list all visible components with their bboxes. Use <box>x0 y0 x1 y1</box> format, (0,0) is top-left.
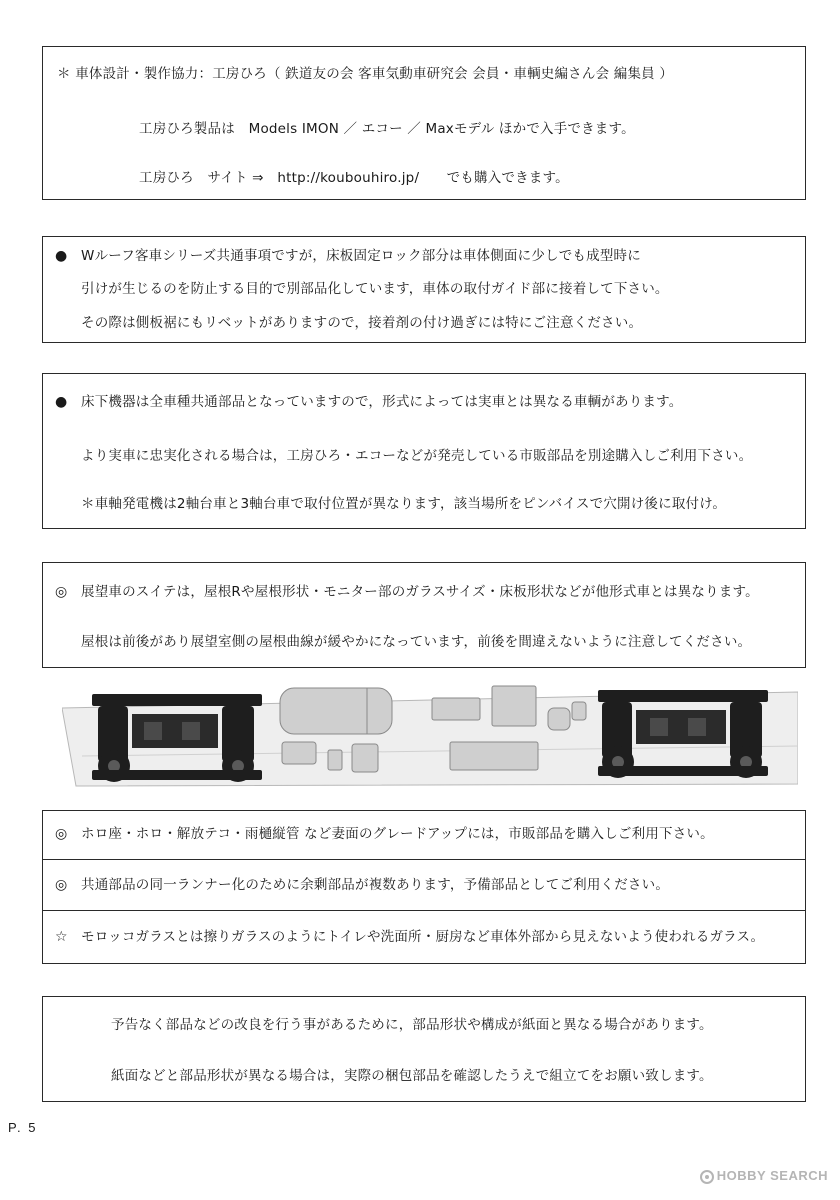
page-number: P. 5 <box>8 1120 38 1135</box>
roof-note-line-1: Wルーフ客車シリーズ共通事項ですが，床板固定ロック部分は車体側面に少しでも成型時に <box>81 248 641 264</box>
observation-note-line-2: 屋根は前後があり展望室側の屋根曲線が緩やかになっています，前後を間違えないように注意してください。 <box>81 634 752 650</box>
star-icon: ☆ <box>55 929 68 945</box>
credits-line-designer: ＊ 車体設計・製作協力：工房ひろ（ 鉄道友の会 客車気動車研究会 会員・車輌史編さん会 編集員 ） <box>57 66 674 82</box>
glass-note-box <box>42 910 806 964</box>
hood-note-text: ホロ座・ホロ・解放テコ・雨樋縦管 など妻面のグレードアップには，市販部品を購入しご利用下さい。 <box>81 826 714 842</box>
bullet-icon: ● <box>55 394 68 410</box>
roof-note-box <box>42 236 806 343</box>
spare-parts-note-box <box>42 859 806 911</box>
spare-parts-note-text: 共通部品の同一ランナー化のために余剰部品が複数あります，予備部品としてご利用ください。 <box>81 877 670 893</box>
observation-note-box <box>42 562 806 668</box>
watermark-text: HOBBY SEARCH <box>716 1168 828 1183</box>
credits-box <box>42 46 806 200</box>
bullet-icon: ● <box>55 248 68 264</box>
underfloor-parts-photo <box>62 672 798 802</box>
disclaimer-line-1: 予告なく部品などの改良を行う事があるために，部品形状や構成が紙面と異なる場合があります。 <box>111 1017 713 1033</box>
underfloor-note-line-2: より実車に忠実化される場合は，工房ひろ・エコーなどが発売している市販部品を別途購入しご利用下さい。 <box>81 448 753 464</box>
underfloor-note-line-1: 床下機器は全車種共通部品となっていますので，形式によっては実車とは異なる車輌があります。 <box>81 394 683 410</box>
hobby-search-logo-icon <box>700 1170 714 1184</box>
underfloor-note-line-3: ＊車軸発電機は2軸台車と3軸台車で取付位置が異なります，該当場所をピンバイスで穴開け後に取付け。 <box>81 496 727 512</box>
disclaimer-line-2: 紙面などと部品形状が異なる場合は，実際の梱包部品を確認したうえで組立てをお願い致します。 <box>111 1068 713 1084</box>
disclaimer-box <box>42 996 806 1102</box>
double-circle-icon: ◎ <box>55 584 68 600</box>
roof-note-line-3: その際は側板裾にもリベットがありますので，接着剤の付け過ぎには特にご注意ください。 <box>81 315 643 331</box>
hood-note-box <box>42 810 806 860</box>
double-circle-icon: ◎ <box>55 826 68 842</box>
credits-line-retailers: 工房ひろ製品は Models IMON ／ エコー ／ Maxモデル ほかで入手できます。 <box>139 121 635 137</box>
underfloor-note-box <box>42 373 806 529</box>
observation-note-line-1: 展望車のスイテは，屋根Rや屋根形状・モニター部のガラスサイズ・床板形状などが他形式車とは異なります。 <box>81 584 759 600</box>
watermark <box>700 1168 828 1184</box>
double-circle-icon: ◎ <box>55 877 68 893</box>
glass-note-text: モロッコガラスとは擦りガラスのようにトイレや洗面所・厨房など車体外部から見えないよう使われるガラス。 <box>81 929 765 945</box>
credits-line-website: 工房ひろ サイト ⇒ http://koubouhiro.jp/ でも購入できます。 <box>139 170 569 186</box>
roof-note-line-2: 引けが生じるのを防止する目的で別部品化しています，車体の取付ガイド部に接着して下さい。 <box>81 281 669 297</box>
